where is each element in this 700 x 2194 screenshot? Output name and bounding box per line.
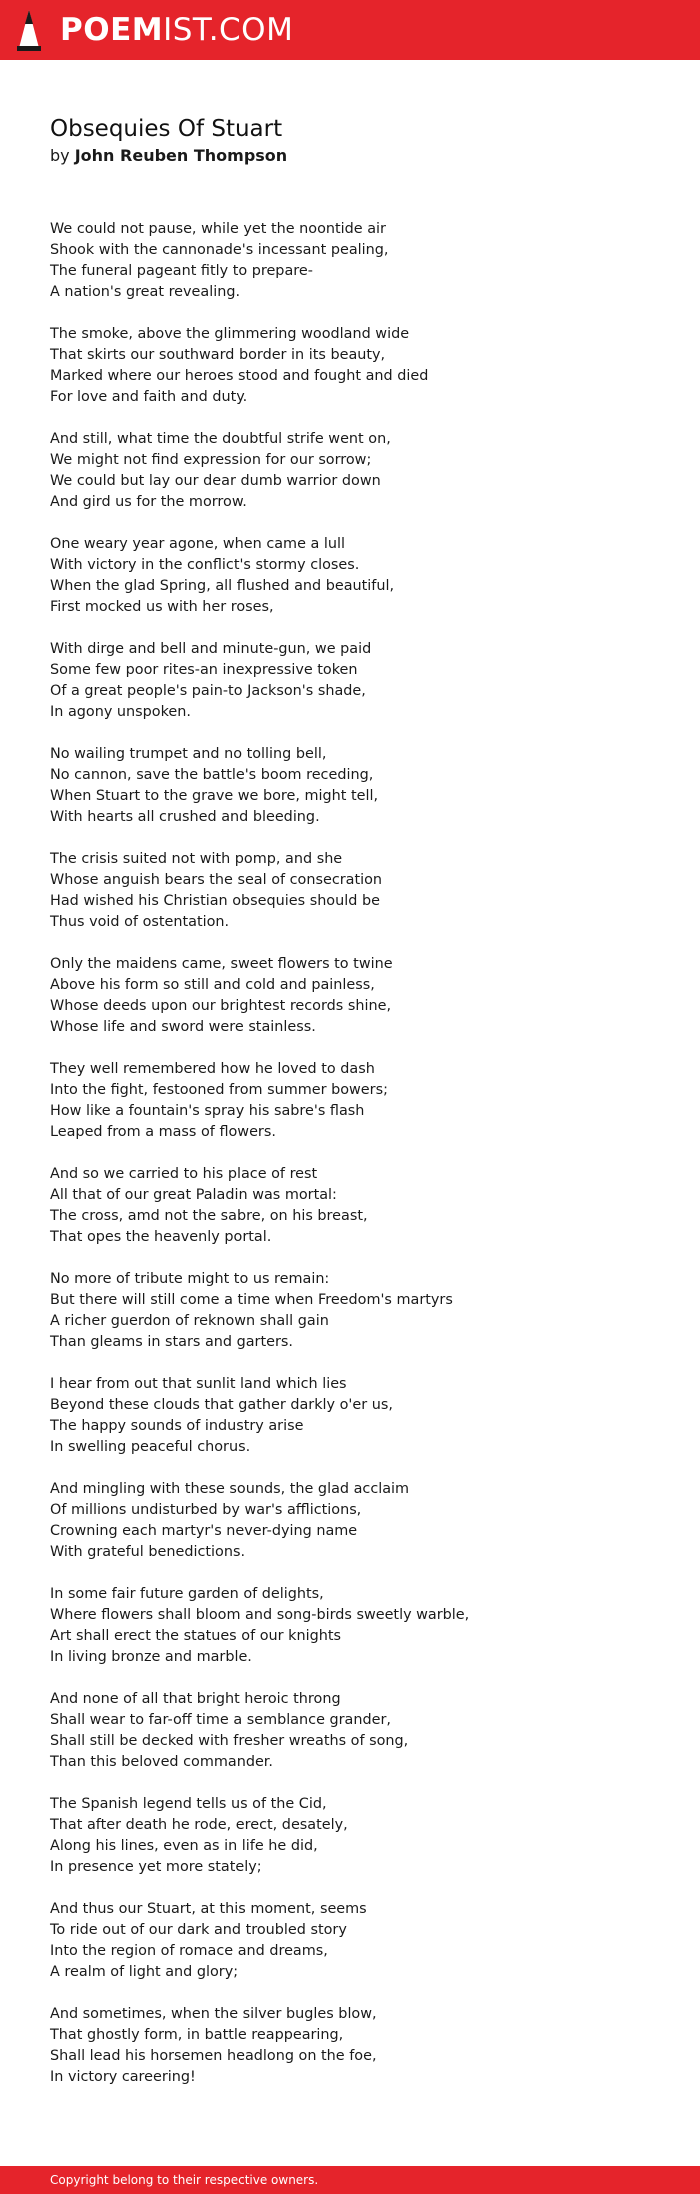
pencil-icon[interactable] [16,8,42,52]
author-name: John Reuben Thompson [74,146,288,165]
poem-line: Leaped from a mass of flowers. [50,1124,276,1140]
poem-line: The crisis suited not with pomp, and she [50,851,343,867]
poem-line: A richer guerdon of reknown shall gain [50,1313,329,1329]
poem-body [50,219,650,2088]
stanza [50,2004,650,2088]
poem-line: The smoke, above the glimmering woodland wide [50,326,410,342]
poem-line: When the glad Spring, all flushed and beautiful, [50,578,395,594]
poem-line: First mocked us with her roses, [50,599,274,615]
poem-line: With grateful benedictions. [50,1544,246,1560]
poem-line: In swelling peaceful chorus. [50,1439,251,1455]
poem-content [50,114,650,2109]
stanza [50,849,650,933]
poem-line: Of a great people's pain-to Jackson's shade, [50,683,366,699]
poem-line: All that of our great Paladin was mortal: [50,1187,337,1203]
poem-line: No wailing trumpet and no tolling bell, [50,746,327,762]
poem-line: No cannon, save the battle's boom receding, [50,767,374,783]
poem-line: They well remembered how he loved to dash [50,1061,375,1077]
poem-line: And gird us for the morrow. [50,494,247,510]
poem-line: Of millions undisturbed by war's afflictions, [50,1502,362,1518]
poem-line: With dirge and bell and minute-gun, we paid [50,641,372,657]
poem-line: Shall lead his horsemen headlong on the foe, [50,2048,377,2064]
poem-line: We might not find expression for our sorrow; [50,452,372,468]
poem-line: And none of all that bright heroic throng [50,1691,341,1707]
copyright-text: Copyright belong to their respective owners. [50,2173,319,2187]
stanza [50,744,650,828]
poem-line: Above his form so still and cold and painless, [50,977,375,993]
stanza [50,429,650,513]
poem-line: In agony unspoken. [50,704,191,720]
poem-line: Where flowers shall bloom and song-birds sweetly warble, [50,1607,470,1623]
poem-line: Crowning each martyr's never-dying name [50,1523,358,1539]
stanza [50,1479,650,1563]
poem-line: I hear from out that sunlit land which lies [50,1376,347,1392]
poem-line: Shall wear to far-off time a semblance grander, [50,1712,391,1728]
poem-line: Beyond these clouds that gather darkly o'er us, [50,1397,393,1413]
poem-line: Shall still be decked with fresher wreaths of song, [50,1733,409,1749]
poem-line: Thus void of ostentation. [50,914,230,930]
poem-line: And mingling with these sounds, the glad acclaim [50,1481,410,1497]
poem-line: In some fair future garden of delights, [50,1586,324,1602]
poem-line: Shook with the cannonade's incessant pealing, [50,242,389,258]
stanza [50,219,650,303]
poem-line: The cross, amd not the sabre, on his breast, [50,1208,368,1224]
poem-line: And thus our Stuart, at this moment, seems [50,1901,367,1917]
stanza [50,1584,650,1668]
site-header [0,0,700,60]
poem-line: And so we carried to his place of rest [50,1166,318,1182]
poem-line: A realm of light and glory; [50,1964,239,1980]
stanza [50,534,650,618]
stanza [50,1059,650,1143]
stanza [50,1689,650,1773]
poem-line: But there will still come a time when Freedom's martyrs [50,1292,453,1308]
stanza [50,1374,650,1458]
poem-line: One weary year agone, when came a lull [50,536,346,552]
poem-line: The funeral pageant fitly to prepare- [50,263,313,279]
poem-line: In victory careering! [50,2069,196,2085]
poem-line: Marked where our heroes stood and fought and died [50,368,429,384]
poem-line: That skirts our southward border in its beauty, [50,347,386,363]
poem-line: The Spanish legend tells us of the Cid, [50,1796,327,1812]
site-logo-text[interactable] [60,11,293,49]
byline [50,145,650,167]
stanza [50,1269,650,1353]
poem-line: Than this beloved commander. [50,1754,273,1770]
poem-line: In presence yet more stately; [50,1859,262,1875]
stanza [50,1794,650,1878]
poem-line: Some few poor rites-an inexpressive token [50,662,358,678]
poem-line: In living bronze and marble. [50,1649,252,1665]
poem-line: That opes the heavenly portal. [50,1229,272,1245]
poem-line: That ghostly form, in battle reappearing, [50,2027,344,2043]
poem-line: Than gleams in stars and garters. [50,1334,293,1350]
poem-line: Along his lines, even as in life he did, [50,1838,318,1854]
poem-line: Only the maidens came, sweet flowers to twine [50,956,393,972]
poem-line: For love and faith and duty. [50,389,248,405]
stanza [50,1899,650,1983]
poem-line: Whose anguish bears the seal of consecration [50,872,383,888]
poem-line: A nation's great revealing. [50,284,241,300]
poem-line: Whose deeds upon our brightest records shine, [50,998,392,1014]
by-label: by [50,146,75,165]
poem-line: We could not pause, while yet the noontide air [50,221,386,237]
stanza [50,324,650,408]
poem-title: Obsequies Of Stuart [50,116,283,142]
poem-line: Into the fight, festooned from summer bowers; [50,1082,388,1098]
poem-line: And sometimes, when the silver bugles blow, [50,2006,377,2022]
brand-bold: POEM [60,12,164,48]
site-footer [0,2166,700,2194]
poem-line: Art shall erect the statues of our knights [50,1628,341,1644]
poem-line: To ride out of our dark and troubled story [50,1922,347,1938]
poem-line: Had wished his Christian obsequies should be [50,893,380,909]
poem-line: When Stuart to the grave we bore, might tell, [50,788,379,804]
poem-line: The happy sounds of industry arise [50,1418,304,1434]
poem-line: No more of tribute might to us remain: [50,1271,330,1287]
poem-line: With hearts all crushed and bleeding. [50,809,320,825]
poem-line: We could but lay our dear dumb warrior down [50,473,381,489]
poem-line: Whose life and sword were stainless. [50,1019,316,1035]
stanza [50,1164,650,1248]
stanza [50,954,650,1038]
poem-line: And still, what time the doubtful strife went on, [50,431,391,447]
poem-line: With victory in the conflict's stormy closes. [50,557,360,573]
poem-line: Into the region of romace and dreams, [50,1943,328,1959]
brand-light: IST.COM [163,12,294,48]
poem-line: That after death he rode, erect, desately, [50,1817,348,1833]
poem-line: How like a fountain's spray his sabre's flash [50,1103,365,1119]
stanza [50,639,650,723]
